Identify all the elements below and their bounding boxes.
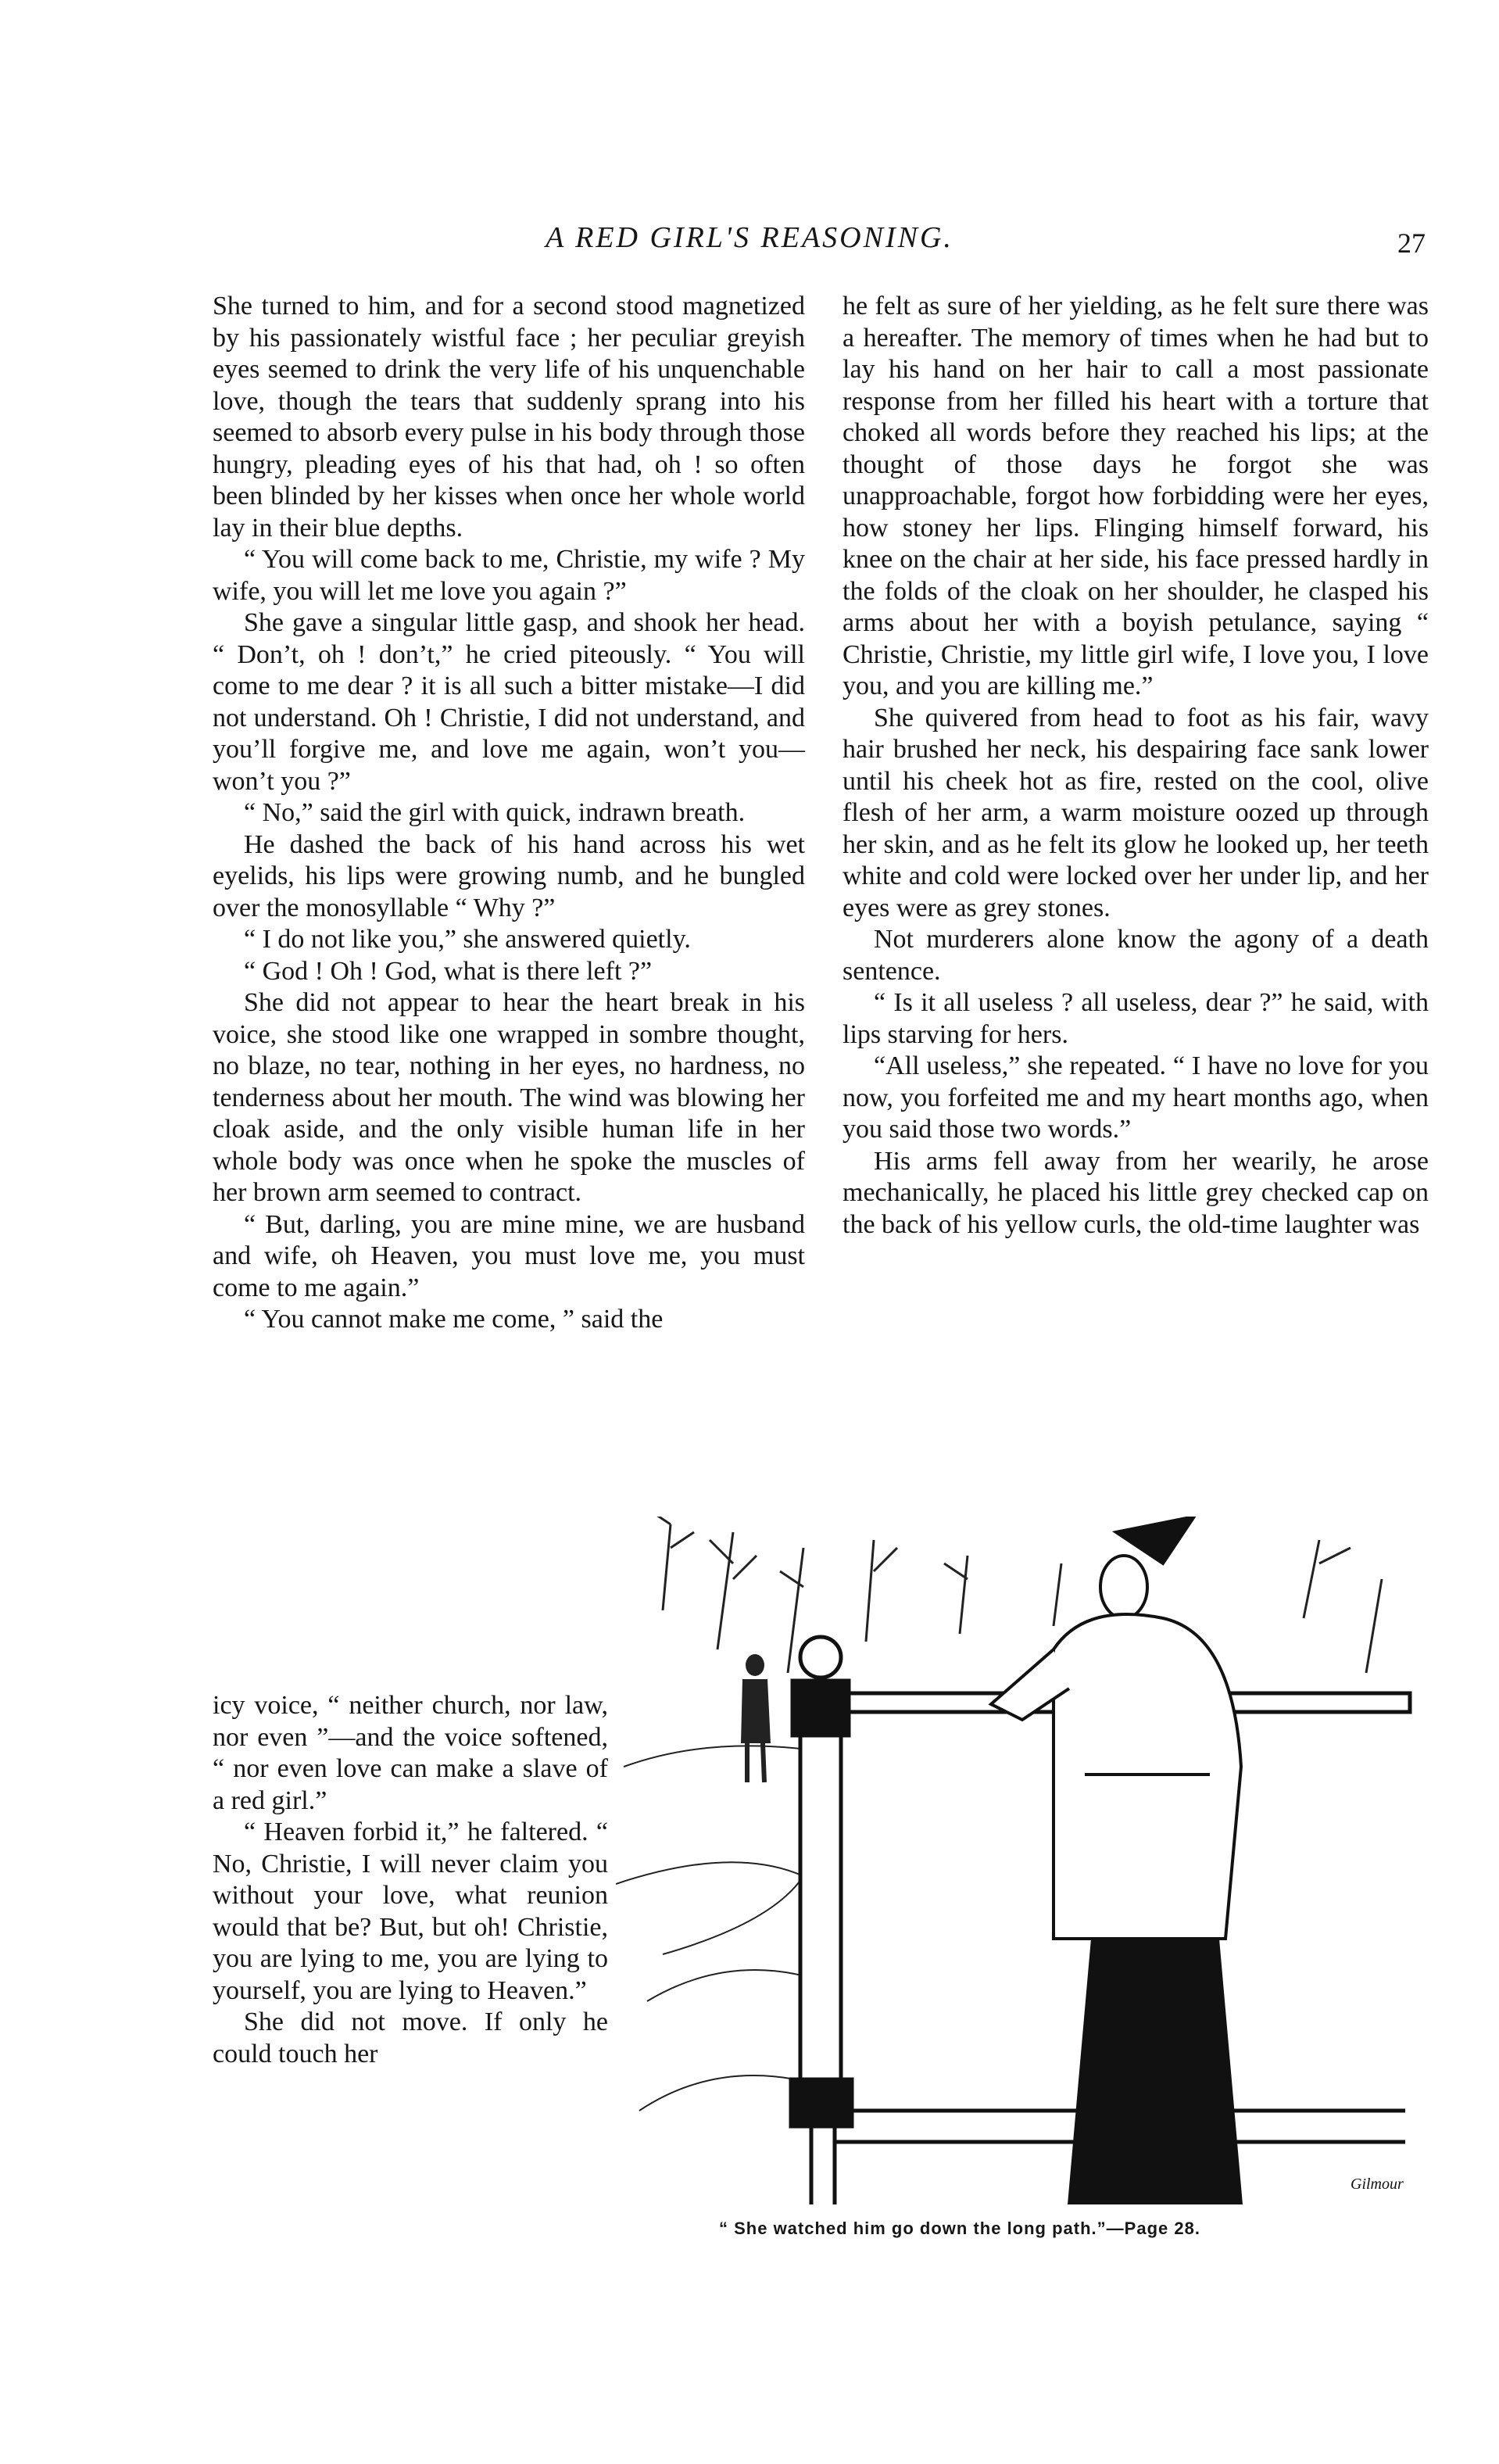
left-column [213,291,805,1336]
paragraph: “ No,” said the girl with quick, indrawn breath. [244,798,746,827]
left-column-narrow [213,1690,608,2070]
paragraph: “ I do not like you,” she answered quietly. [244,925,691,954]
signature-mark [1351,2176,1404,2193]
right-column [843,291,1429,1241]
paragraph: “ God ! Oh ! God, what is there left ?” [244,956,653,986]
page-title: A RED GIRL'S REASONING. [546,221,953,254]
woman-figure [991,1517,1241,2204]
path-scenery [616,1746,819,2111]
paragraph: “ Heaven forbid it,” he faltered. “ No, Christie, I will never claim you without your love, what reunion would that be? But, but oh! Christie, you are lying to me, you are lying to yourself, you are lying to Heaven.” [213,1818,608,2005]
paragraph: “ You cannot make me come, ” said the [244,1305,664,1334]
paragraph: She did not move. If only he could touch her [213,2007,608,2068]
paragraph: “ But, darling, you are mine mine, we are husband and wife, oh Heaven, you must love me, you must come to me again.” [213,1209,805,1302]
paragraph: She did not appear to hear the heart break in his voice, she stood like one wrapped in sombre thought, no blaze, no tear, nothing in her eyes, no hardness, no tenderness about her mouth. The wind was blowing her cloak aside, and the only visible human life in her whole body was once when he spoke the muscles of her brown arm seemed to contract. [213,988,805,1207]
artist-signature: Gilmour [1351,2176,1404,2193]
illustration [616,1517,1421,2204]
paragraph: “All useless,” she repeated. “ I have no love for you now, you forfeited me and my heart months ago, when you said those two words.” [843,1051,1429,1144]
paragraph: He dashed the back of his hand across his wet eyelids, his lips were growing numb, and he bungled over the monosyllable “ Why ?” [213,829,805,922]
paragraph: icy voice, “ neither church, nor law, nor even ”—and the voice softened, “ nor even love can make a slave of a red girl.” [213,1691,608,1815]
paragraph: Not murderers alone know the agony of a death sentence. [843,925,1429,986]
paragraph: “ You will come back to me, Christie, my wife ? My wife, you will let me love you again ?” [213,545,805,606]
background-trees [647,1517,1382,1673]
page-number: 27 [1397,227,1426,259]
paragraph: She gave a singular little gasp, and shook her head. “ Don’t, oh ! don’t,” he cried piteously. “ You will come to me dear ? it is all such a bitter mistake—I did not understand. Oh ! Christie, I did not understand, and you’ll forgive me, and love me again, won’t you— won’t you ?” [213,608,805,796]
illustration-caption: “ She watched him go down the long path.”—Page 28. [719,2219,1200,2238]
paragraph: She turned to him, and for a second stood magnetized by his passionately wistful face ; her peculiar greyish eyes seemed to drink the very life of his unquenchable love, though the tears that suddenly sprang into his seemed to absorb every pulse in his body through those hungry, pleading eyes of his that had, oh ! so often been blinded by her kisses when once her whole world lay in their blue depths. [213,292,805,543]
paragraph: “ Is it all useless ? all useless, dear ?” he said, with lips starving for hers. [843,988,1429,1049]
fence-post [791,1637,852,2126]
paragraph: he felt as sure of her yielding, as he felt sure there was a hereafter. The memory of times when he had but to lay his hand on her hair to call a most passionate response from her filled his heart with a torture that choked all words before they reached his lips; at the thought of those days he forgot she was unapproachable, forgot how forbidding were her eyes, how stoney her lips. Flinging himself forward, his knee on the chair at her side, his face pressed hardly in the folds of the cloak on her shoulder, he clasped his arms about her with a boyish petulance, saying “ Christie, Christie, my little girl wife, I love you, I love you, and you are killing me.” [843,292,1429,700]
distant-figure [741,1654,771,1782]
paragraph: She quivered from head to foot as his fair, wavy hair brushed her neck, his despairing face sank lower until his cheek hot as fire, rested on the cool, olive flesh of her arm, a warm moisture oozed up through her skin, and as he felt its glow he looked up, her teeth white and cold were locked over her under lip, and her eyes were as grey stones. [843,703,1429,922]
paragraph: His arms fell away from her wearily, he arose mechanically, he placed his little grey checked cap on the back of his yellow curls, the old-time laughter was [843,1146,1429,1239]
